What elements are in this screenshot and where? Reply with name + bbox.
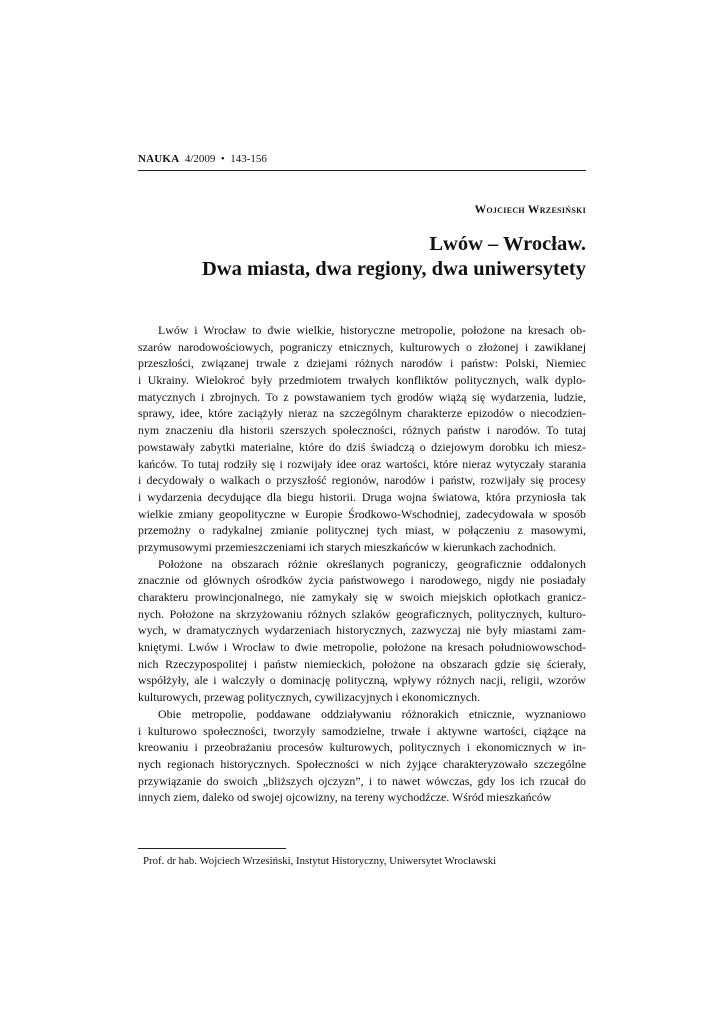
paragraph [138, 556, 586, 706]
text-line: i decydowały o walkach o przyszłość regionów, narodów i państw, rozwijały się procesy [138, 473, 586, 488]
text-line: kańców. To tutaj rodziły się i rozwijały idee oraz wartości, które nieraz wytyczały starania [138, 456, 586, 471]
journal-issue: 4/2009 [184, 153, 216, 165]
text-line: przemożny o radykalnej zmianie politycznej tych miast, w połączeniu z masowymi, [138, 523, 586, 538]
text-line: nych regionach historycznych. Społeczności w nich żyjące charakteryzowało szczególne [138, 756, 586, 771]
text-line: znacznie od głównych ośrodków życia państwowego i narodowego, nigdy nie posiadały [138, 573, 586, 588]
text-line: kniętymi. Lwów i Wrocław to dwie metropolie, położone na kresach południowowschod- [138, 640, 586, 655]
title-line-2: Dwa miasta, dwa regiony, dwa uniwersytety [202, 258, 586, 280]
text-line: sprawy, idee, które zaciążyły nieraz na szczególnym charakterze epizodów o niecodzien- [138, 406, 586, 421]
text-line: przymusowymi przemieszczeniami ich starych mieszkańców w kierunkach zachodnich. [138, 539, 556, 554]
text-line: przywiązanie do swoich „bliższych ojczyzn”, i to nawet wówczas, gdy los ich rzucał do [138, 773, 586, 788]
text-line: Lwów i Wrocław to dwie wielkie, historyczne metropolie, położone na kresach ob- [158, 323, 586, 337]
running-head [138, 152, 586, 166]
paragraph [138, 322, 586, 556]
text-line: i Ukrainy. Wielokroć były przedmiotem trwałych konfliktów politycznych, walk dyplo- [138, 373, 586, 388]
text-line: nych. Położone na skrzyżowaniu różnych szlaków geograficznych, politycznych, kulturo- [138, 606, 586, 621]
header-rule [138, 170, 586, 171]
text-line: szarów narodowościowych, pograniczy etnicznych, kulturowych o złożonej i zawikłanej [138, 339, 586, 354]
text-line: nym znaczeniu dla historii szerszych społeczności, różnych państw i narodów. To tutaj [138, 423, 586, 438]
bullet-separator: • [220, 153, 225, 165]
text-line: i wydarzenia decydujące dla biegu historii. Druga wojna światowa, która przyniosła tak [138, 489, 586, 504]
paragraph [138, 706, 586, 806]
text-line: nich Rzeczypospolitej i państw niemieckich, położone na obszarach gdzie się ścierały, [138, 656, 586, 671]
text-line: kulturowych, przewag politycznych, cywilizacyjnych i ekonomicznych. [138, 690, 481, 705]
text-line: Położone na obszarach różnie określanych pograniczy, geograficznie oddalonych [158, 556, 586, 571]
text-line: przeszłości, związanej trwale z dziejami różnych narodów i państw: Polski, Niemiec [138, 356, 586, 371]
article-body [138, 322, 586, 806]
text-line: wych, w dramatycznych wydarzeniach historycznych, zazwyczaj nie były miastami zam- [138, 623, 586, 638]
text-line: matycznych i zbrojnych. To z powstawaniem tych grodów wiążą się wydarzenia, ludzie, [138, 389, 586, 404]
text-line: współżyły, ale i walczyły o dominację polityczną, wpływy różnych nacji, religii, wzorów [138, 673, 586, 688]
text-line: charakteru prowincjonalnego, nie zamykały się w swoich miejskich opłotkach granicz- [138, 590, 586, 604]
text-line: wielkie zmiany geopolityczne w Europie Środkowo-Wschodniej, zadecydowała w sposób [138, 506, 586, 521]
text-line: i kulturowo społeczności, tworzyły samodzielne, trwałe i aktywne wartości, ciążące na [138, 723, 586, 738]
page-range: 143-156 [230, 153, 267, 165]
article-title [126, 232, 586, 282]
text-line: innych ziem, daleko od swojej ojcowizny, na tereny wychodźcze. Wśród mieszkańców [138, 790, 552, 805]
journal-name: NAUKA [138, 153, 180, 165]
footnote: Prof. dr hab. Wojciech Wrzesiński, Instytut Historyczny, Uniwersytet Wrocławski [143, 855, 497, 867]
title-line-1: Lwów – Wrocław. [429, 233, 586, 255]
footnote-rule [138, 848, 286, 849]
author-name: Wojciech Wrzesiński [474, 204, 586, 216]
text-line: kreowaniu i przeobrażaniu procesów kulturowych, politycznych i ekonomicznych w in- [138, 740, 586, 755]
text-line: Obie metropolie, poddawane oddziaływaniu różnorakich etnicznie, wyznaniowo [158, 706, 586, 721]
text-line: powstawały zabytki materialne, które do dziś świadczą o dziejowym dorobku ich miesz- [138, 439, 586, 454]
